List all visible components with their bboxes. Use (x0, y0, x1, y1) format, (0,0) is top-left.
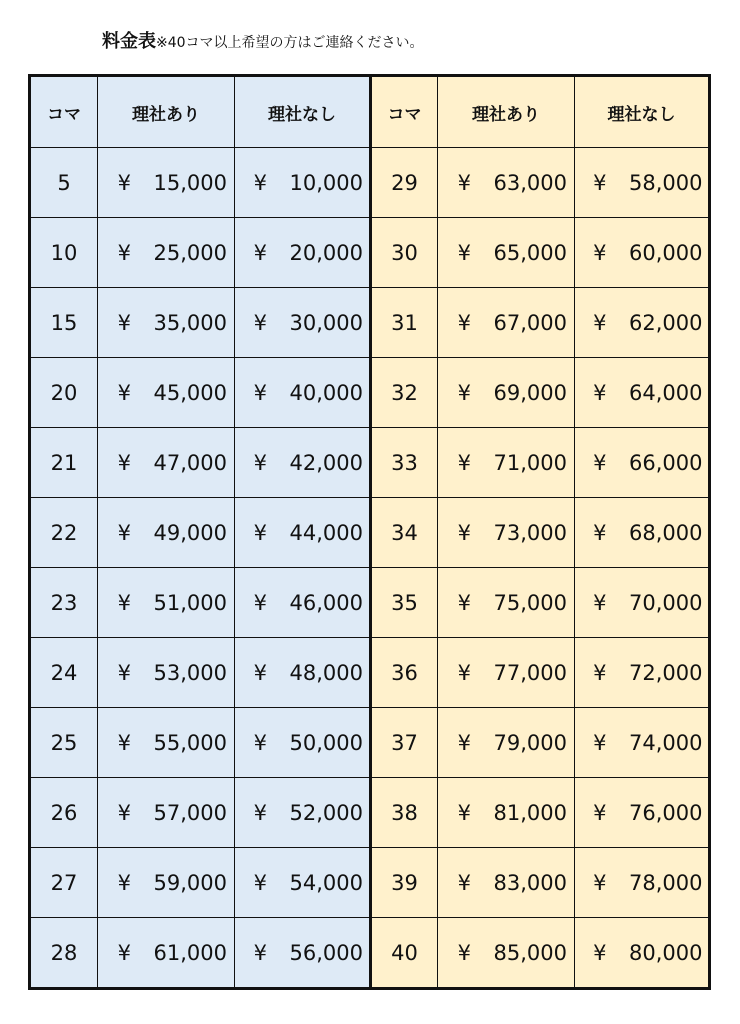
yen-symbol: ¥ (253, 870, 267, 895)
price-amount: 52,000 (289, 800, 363, 825)
price-without-science-social-left (235, 218, 371, 288)
price-without-science-social-right (575, 638, 710, 708)
price-amount: 50,000 (289, 730, 363, 755)
yen-symbol: ¥ (593, 590, 607, 615)
yen-symbol: ¥ (253, 660, 267, 685)
price-without-science-social-left (235, 848, 371, 918)
yen-symbol: ¥ (593, 380, 607, 405)
table-row (30, 918, 710, 989)
yen-symbol: ¥ (457, 240, 471, 265)
yen-symbol: ¥ (253, 800, 267, 825)
price-without-science-social-right (575, 568, 710, 638)
price-amount: 71,000 (493, 450, 567, 475)
price-without-science-social-left (235, 288, 371, 358)
table-row (30, 218, 710, 288)
koma-count-right: 40 (371, 918, 438, 989)
price-amount: 81,000 (493, 800, 567, 825)
koma-count-left: 21 (30, 428, 98, 498)
price-amount: 67,000 (493, 310, 567, 335)
price-amount: 79,000 (493, 730, 567, 755)
price-amount: 54,000 (289, 870, 363, 895)
table-row (30, 428, 710, 498)
price-without-science-social-right (575, 778, 710, 848)
price-with-science-social-right (438, 288, 575, 358)
header-koma-left: コマ (30, 76, 98, 148)
koma-count-left: 28 (30, 918, 98, 989)
yen-symbol: ¥ (253, 310, 267, 335)
price-amount: 60,000 (629, 240, 703, 265)
price-amount: 74,000 (629, 730, 703, 755)
price-amount: 78,000 (629, 870, 703, 895)
page-caption (102, 30, 424, 55)
yen-symbol: ¥ (457, 450, 471, 475)
price-amount: 75,000 (493, 590, 567, 615)
price-amount: 72,000 (629, 660, 703, 685)
yen-symbol: ¥ (117, 380, 131, 405)
price-amount: 76,000 (629, 800, 703, 825)
koma-count-right: 31 (371, 288, 438, 358)
yen-symbol: ¥ (593, 240, 607, 265)
yen-symbol: ¥ (117, 590, 131, 615)
price-without-science-social-left (235, 148, 371, 218)
yen-symbol: ¥ (117, 940, 131, 965)
koma-count-right: 32 (371, 358, 438, 428)
price-with-science-social-left (98, 568, 235, 638)
table-row (30, 778, 710, 848)
price-amount: 47,000 (153, 450, 227, 475)
price-without-science-social-left (235, 918, 371, 989)
yen-symbol: ¥ (117, 450, 131, 475)
koma-count-right: 39 (371, 848, 438, 918)
table-row (30, 848, 710, 918)
price-amount: 30,000 (289, 310, 363, 335)
yen-symbol: ¥ (253, 520, 267, 545)
koma-count-left: 26 (30, 778, 98, 848)
price-amount: 51,000 (153, 590, 227, 615)
header-with-science-social-left: 理社あり (98, 76, 235, 148)
price-without-science-social-right (575, 708, 710, 778)
yen-symbol: ¥ (117, 660, 131, 685)
price-amount: 83,000 (493, 870, 567, 895)
yen-symbol: ¥ (593, 660, 607, 685)
price-amount: 56,000 (289, 940, 363, 965)
price-amount: 35,000 (153, 310, 227, 335)
yen-symbol: ¥ (253, 450, 267, 475)
yen-symbol: ¥ (593, 870, 607, 895)
price-amount: 66,000 (629, 450, 703, 475)
contact-note: ※40コマ以上希望の方はご連絡ください。 (156, 35, 424, 51)
price-amount: 73,000 (493, 520, 567, 545)
price-without-science-social-left (235, 428, 371, 498)
yen-symbol: ¥ (457, 800, 471, 825)
koma-count-left: 27 (30, 848, 98, 918)
table-row (30, 288, 710, 358)
price-without-science-social-right (575, 428, 710, 498)
price-with-science-social-right (438, 848, 575, 918)
price-with-science-social-left (98, 288, 235, 358)
price-without-science-social-left (235, 708, 371, 778)
koma-count-left: 24 (30, 638, 98, 708)
yen-symbol: ¥ (457, 170, 471, 195)
price-amount: 15,000 (153, 170, 227, 195)
price-with-science-social-left (98, 428, 235, 498)
price-with-science-social-left (98, 848, 235, 918)
price-amount: 42,000 (289, 450, 363, 475)
yen-symbol: ¥ (457, 660, 471, 685)
price-amount: 69,000 (493, 380, 567, 405)
koma-count-right: 34 (371, 498, 438, 568)
price-with-science-social-right (438, 498, 575, 568)
table-row (30, 638, 710, 708)
yen-symbol: ¥ (457, 730, 471, 755)
yen-symbol: ¥ (593, 520, 607, 545)
yen-symbol: ¥ (253, 730, 267, 755)
price-with-science-social-left (98, 638, 235, 708)
yen-symbol: ¥ (457, 520, 471, 545)
table-row (30, 708, 710, 778)
yen-symbol: ¥ (117, 310, 131, 335)
page-title: 料金表 (102, 31, 156, 52)
price-without-science-social-left (235, 358, 371, 428)
koma-count-left: 15 (30, 288, 98, 358)
koma-count-right: 29 (371, 148, 438, 218)
price-without-science-social-right (575, 218, 710, 288)
yen-symbol: ¥ (593, 170, 607, 195)
price-with-science-social-right (438, 218, 575, 288)
yen-symbol: ¥ (457, 380, 471, 405)
yen-symbol: ¥ (593, 310, 607, 335)
price-without-science-social-left (235, 638, 371, 708)
table-row (30, 148, 710, 218)
price-amount: 25,000 (153, 240, 227, 265)
yen-symbol: ¥ (457, 590, 471, 615)
price-amount: 85,000 (493, 940, 567, 965)
header-koma-right: コマ (371, 76, 438, 148)
yen-symbol: ¥ (253, 240, 267, 265)
price-with-science-social-right (438, 568, 575, 638)
price-amount: 46,000 (289, 590, 363, 615)
yen-symbol: ¥ (117, 730, 131, 755)
yen-symbol: ¥ (253, 940, 267, 965)
yen-symbol: ¥ (593, 450, 607, 475)
koma-count-left: 5 (30, 148, 98, 218)
price-with-science-social-left (98, 708, 235, 778)
price-with-science-social-left (98, 218, 235, 288)
yen-symbol: ¥ (457, 310, 471, 335)
price-without-science-social-right (575, 288, 710, 358)
price-with-science-social-right (438, 638, 575, 708)
price-without-science-social-right (575, 498, 710, 568)
koma-count-left: 23 (30, 568, 98, 638)
koma-count-right: 38 (371, 778, 438, 848)
yen-symbol: ¥ (117, 520, 131, 545)
koma-count-right: 36 (371, 638, 438, 708)
price-amount: 49,000 (153, 520, 227, 545)
price-amount: 58,000 (629, 170, 703, 195)
price-amount: 70,000 (629, 590, 703, 615)
yen-symbol: ¥ (593, 800, 607, 825)
price-amount: 44,000 (289, 520, 363, 545)
yen-symbol: ¥ (253, 380, 267, 405)
yen-symbol: ¥ (593, 730, 607, 755)
price-without-science-social-right (575, 918, 710, 989)
price-amount: 80,000 (629, 940, 703, 965)
price-amount: 77,000 (493, 660, 567, 685)
price-without-science-social-left (235, 568, 371, 638)
price-amount: 62,000 (629, 310, 703, 335)
price-amount: 45,000 (153, 380, 227, 405)
koma-count-right: 33 (371, 428, 438, 498)
yen-symbol: ¥ (253, 170, 267, 195)
price-without-science-social-right (575, 848, 710, 918)
price-with-science-social-right (438, 358, 575, 428)
price-with-science-social-right (438, 918, 575, 989)
price-amount: 63,000 (493, 170, 567, 195)
header-without-science-social-right: 理社なし (575, 76, 710, 148)
price-with-science-social-right (438, 708, 575, 778)
yen-symbol: ¥ (117, 170, 131, 195)
header-without-science-social-left: 理社なし (235, 76, 371, 148)
price-without-science-social-right (575, 358, 710, 428)
koma-count-left: 10 (30, 218, 98, 288)
table-row (30, 568, 710, 638)
koma-count-left: 20 (30, 358, 98, 428)
koma-count-right: 37 (371, 708, 438, 778)
koma-count-left: 25 (30, 708, 98, 778)
yen-symbol: ¥ (117, 800, 131, 825)
koma-count-right: 35 (371, 568, 438, 638)
price-with-science-social-right (438, 148, 575, 218)
price-amount: 53,000 (153, 660, 227, 685)
price-without-science-social-right (575, 148, 710, 218)
price-without-science-social-left (235, 778, 371, 848)
koma-count-left: 22 (30, 498, 98, 568)
price-with-science-social-left (98, 778, 235, 848)
price-with-science-social-left (98, 358, 235, 428)
price-amount: 57,000 (153, 800, 227, 825)
yen-symbol: ¥ (457, 940, 471, 965)
price-with-science-social-left (98, 918, 235, 989)
price-amount: 10,000 (289, 170, 363, 195)
price-with-science-social-right (438, 778, 575, 848)
price-amount: 48,000 (289, 660, 363, 685)
price-without-science-social-left (235, 498, 371, 568)
table-row (30, 358, 710, 428)
price-amount: 40,000 (289, 380, 363, 405)
price-table (28, 74, 711, 990)
yen-symbol: ¥ (457, 870, 471, 895)
price-amount: 20,000 (289, 240, 363, 265)
koma-count-right: 30 (371, 218, 438, 288)
price-amount: 61,000 (153, 940, 227, 965)
price-amount: 68,000 (629, 520, 703, 545)
header-row (30, 76, 710, 148)
price-amount: 55,000 (153, 730, 227, 755)
price-amount: 64,000 (629, 380, 703, 405)
price-with-science-social-left (98, 498, 235, 568)
yen-symbol: ¥ (117, 240, 131, 265)
price-amount: 59,000 (153, 870, 227, 895)
header-with-science-social-right: 理社あり (438, 76, 575, 148)
yen-symbol: ¥ (117, 870, 131, 895)
price-amount: 65,000 (493, 240, 567, 265)
table-row (30, 498, 710, 568)
price-with-science-social-right (438, 428, 575, 498)
yen-symbol: ¥ (253, 590, 267, 615)
price-with-science-social-left (98, 148, 235, 218)
yen-symbol: ¥ (593, 940, 607, 965)
